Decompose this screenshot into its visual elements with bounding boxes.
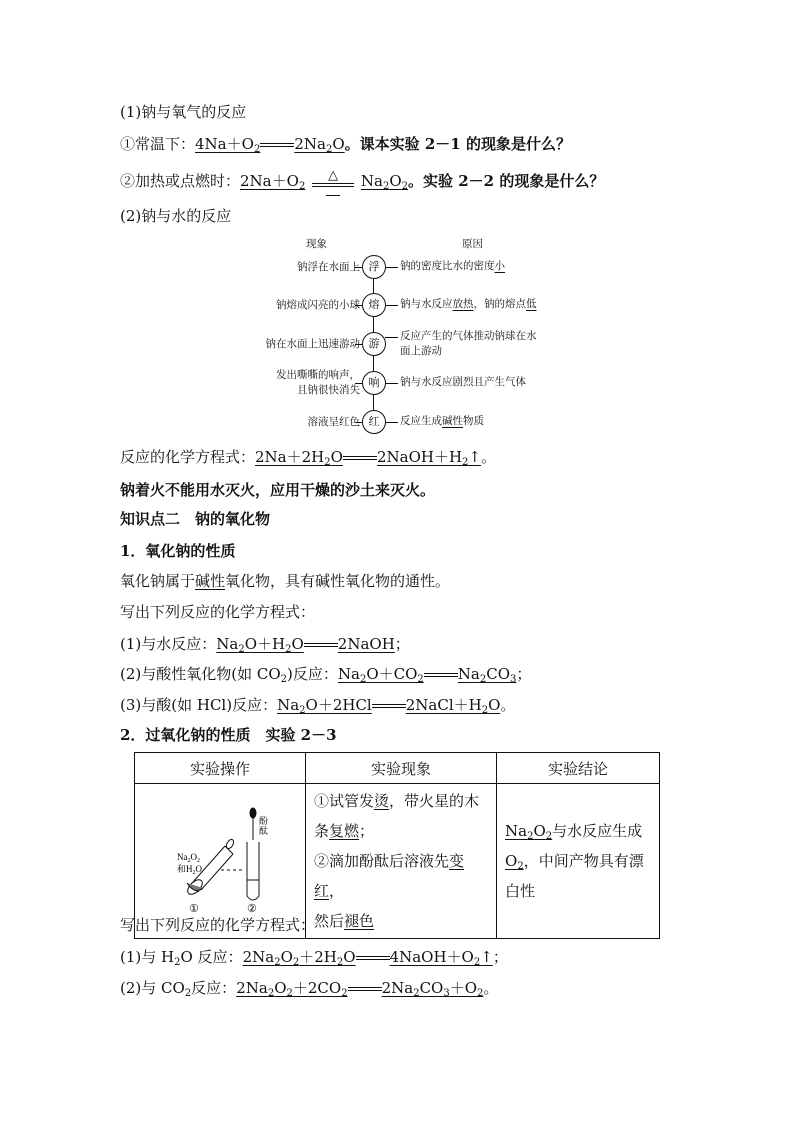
- write-equations-2: 写出下列反应的化学方程式：: [120, 916, 316, 934]
- fire-safety-note: 钠着火不能用水灭火，应用干燥的沙土来灭火。: [120, 481, 436, 499]
- apparatus-label-na2o2: $Na_2O_2$: [177, 852, 200, 864]
- node-sound: 响: [362, 371, 386, 395]
- phenomenon-red: 溶液呈红色: [307, 416, 360, 428]
- reason-melt: 钠与水反应放热，钠的熔点低: [400, 298, 537, 310]
- experiment-table: [134, 752, 660, 939]
- apparatus-label-phenol: 酚: [259, 816, 269, 826]
- phenomenon-float: 钠浮在水面上: [297, 261, 360, 273]
- reason-sound: 钠与水反应剧烈且产生气体: [400, 376, 526, 388]
- eq-sodium-water: 反应的化学方程式：$2Na+2H_2O$ $2NaOH+H_2↑$。: [120, 448, 496, 468]
- sodium-water-diagram: [240, 230, 560, 435]
- eq-oxide-water: (1)与水反应：$Na_2O+H_2O$ 2NaOH；: [120, 635, 410, 655]
- node-swim: 游: [362, 332, 386, 356]
- table-header-phenomenon: 实验现象: [306, 753, 497, 784]
- apparatus-diagram: [135, 800, 305, 922]
- experiment-phenomenon-cell: ①试管发烫，带火星的木 条复燃； ②滴加酚酞后溶液先变红， 然后褪色: [306, 784, 497, 939]
- eq-oxide-hcl: (3)与酸(如 HCl)反应：$Na_2O+2HCl$ $2NaCl+H_2O$。: [120, 696, 516, 716]
- section-sodium-oxide: 1．氧化钠的性质: [120, 542, 236, 560]
- eq-peroxide-water: (1)与 $H_2O$ 反应：$2Na_2O_2+2H_2O$ $4NaOH+O_2↑$；: [120, 948, 508, 968]
- knowledge-point-2: 知识点二 钠的氧化物: [120, 510, 271, 528]
- reason-float: 钠的密度比水的密度小: [400, 260, 505, 272]
- phenomenon-sound: 发出嘶嘶的响声， 且钠很快消失: [276, 369, 360, 396]
- table-header-conclusion: 实验结论: [497, 753, 660, 784]
- eq-peroxide-co2: (2)与 $CO_2$反应：$2Na_2O_2+2CO_2$ $2Na_2CO_3+O_2$。: [120, 979, 499, 999]
- eq-sodium-oxygen-room-temp: ①常温下：$4Na+O_2$ $2Na_2O$。课本实验 2－1 的现象是什么？: [120, 135, 571, 155]
- table-header-operation: 实验操作: [135, 753, 306, 784]
- reason-red: 反应生成碱性物质: [400, 415, 484, 427]
- apparatus-number-1: ①: [189, 903, 199, 915]
- phenomenon-melt: 钠熔成闪亮的小球: [276, 299, 360, 311]
- section-title-sodium-oxygen: (1)钠与氧气的反应: [120, 103, 247, 121]
- eq-sodium-oxygen-heated: ②加热或点燃时：$2Na+O_2$ △ $Na_2O_2$。实验 2－2 的现象是什么？: [120, 170, 604, 193]
- eq-oxide-co2: (2)与酸性氧化物(如 $CO_2$)反应：$Na_2O+CO_2$ $Na_2CO_3$；: [120, 665, 532, 685]
- phenomenon-swim: 钠在水面上迅速游动: [265, 338, 360, 350]
- sodium-oxide-description: 氧化钠属于碱性氧化物，具有碱性氧化物的通性。: [120, 572, 451, 590]
- apparatus-number-2: ②: [247, 903, 257, 915]
- node-melt: 熔: [362, 293, 386, 317]
- diagram-left-header: 现象: [306, 238, 327, 250]
- section-sodium-peroxide: 2．过氧化钠的性质 实验 2－3: [120, 726, 337, 744]
- apparatus-label-h2o: 和$H_2O$: [177, 864, 202, 876]
- node-float: 浮: [362, 255, 386, 279]
- experiment-conclusion-cell: $Na_2O_2$与水反应生成 $O_2$，中间产物具有漂 白性: [497, 784, 660, 939]
- apparatus-label-phenol-2: 酞: [259, 826, 269, 836]
- diagram-right-header: 原因: [462, 238, 483, 250]
- write-equations-1: 写出下列反应的化学方程式：: [120, 603, 316, 621]
- reason-swim: 反应产生的气体推动钠球在水 面上游动: [400, 330, 537, 357]
- heat-condition: △: [310, 171, 356, 193]
- section-title-sodium-water: (2)钠与水的反应: [120, 207, 232, 225]
- node-red: 红: [362, 410, 386, 434]
